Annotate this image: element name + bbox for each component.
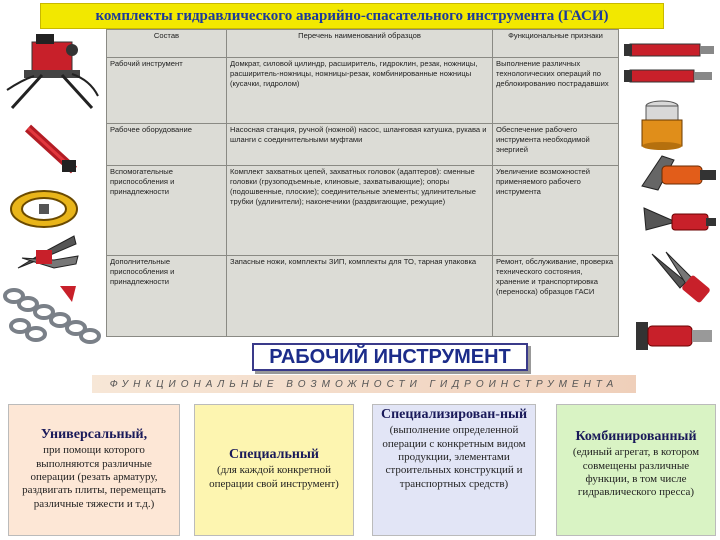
card-title: Специальный bbox=[229, 447, 319, 462]
card-title: Комбинированный bbox=[575, 429, 697, 444]
table-cell: Запасные ножи, комплекты ЗИП, комплекты для ТО, тарная упаковка bbox=[227, 256, 493, 337]
card-specialized bbox=[372, 404, 536, 536]
card-title: Универсальный, bbox=[40, 427, 148, 442]
table-cell: Выполнение различных технологических операций по деблокированию пострадавших bbox=[493, 58, 619, 124]
table-cell: Увеличение возможностей применяемого рабочего инструмента bbox=[493, 166, 619, 256]
spreader-cylinder-icon bbox=[620, 30, 718, 94]
cutter-jaws-icon bbox=[14, 230, 82, 272]
card-description: (для каждой конкретной операции свой инструмент) bbox=[209, 464, 339, 490]
table-row bbox=[107, 166, 619, 256]
table-cell: Рабочее оборудование bbox=[107, 124, 227, 166]
table-cell: Вспомогательные приспособления и принадлежности bbox=[107, 166, 227, 256]
card-title: Специализирован-ный bbox=[380, 407, 528, 422]
card-universal bbox=[8, 404, 180, 536]
table-cell: Рабочий инструмент bbox=[107, 58, 227, 124]
table-cell: Обеспечение рабочего инструмента необходимой энергией bbox=[493, 124, 619, 166]
pump-station-icon bbox=[2, 30, 102, 110]
table-header: Функциональные признаки bbox=[493, 30, 619, 58]
hose-reel-icon bbox=[6, 186, 82, 232]
card-combined bbox=[556, 404, 716, 536]
card-special bbox=[194, 404, 354, 536]
table-row bbox=[107, 256, 619, 337]
section-subtitle-text: ФУНКЦИОНАЛЬНЫЕ ВОЗМОЖНОСТИ ГИДРОИНСТРУМЕНТА bbox=[109, 378, 619, 390]
card-description: (выполнение определенной операции с конкретным видом продукции, элементами строительных конструкций и транспортных средств) bbox=[382, 424, 526, 490]
spreader-icon bbox=[646, 248, 716, 308]
cutter-icon bbox=[638, 150, 718, 196]
section-subtitle bbox=[92, 375, 636, 393]
hand-pump-icon bbox=[22, 118, 82, 178]
table-cell: Насосная станция, ручной (ножной) насос, шланговая катушка, рукава и шланги с соединительными муфтами bbox=[227, 124, 493, 166]
card-description: при помощи которого выполняются различные операции (резать арматуру, раздвигать плиты, перемещать различные тяжести и т.д.) bbox=[22, 444, 166, 510]
table-header: Перечень наименований образцов bbox=[227, 30, 493, 58]
page-title: комплекты гидравлического аварийно-спасательного инструмента (ГАСИ) bbox=[95, 7, 609, 24]
section-title-text: РАБОЧИЙ ИНСТРУМЕНТ bbox=[269, 345, 511, 368]
jack-icon bbox=[640, 98, 684, 150]
shears-icon bbox=[640, 200, 716, 246]
ram-tool-icon bbox=[632, 316, 716, 356]
composition-table bbox=[106, 29, 618, 337]
table-cell: Дополнительные приспособления и принадлежности bbox=[107, 256, 227, 337]
table-row bbox=[107, 124, 619, 166]
page-title-banner bbox=[40, 3, 664, 29]
table-header: Состав bbox=[107, 30, 227, 58]
table-cell: Комплект захватных цепей, захватных головок (адаптеров): сменные головки (грузоподъемные, клиновые, захватывающие); опоры (подошвенные, плоские); соединительные элементы; удлинительные трубки (удлинители); наконечники (раздвигающие, режущие) bbox=[227, 166, 493, 256]
table-row bbox=[107, 58, 619, 124]
table-cell: Домкрат, силовой цилиндр, расширитель, гидроклин, резак, ножницы, расширитель-ножницы, ножницы-резак, комбинированные ножницы (кусачки, гидролом) bbox=[227, 58, 493, 124]
table-cell: Ремонт, обслуживание, проверка технического состояния, хранение и транспортировка (переноска) образцов ГАСИ bbox=[493, 256, 619, 337]
chain-set-icon bbox=[0, 282, 104, 348]
section-title bbox=[252, 343, 528, 371]
card-description: (единый агрегат, в котором совмещены различные функции, в том числе гидравлического пресса) bbox=[572, 446, 700, 499]
